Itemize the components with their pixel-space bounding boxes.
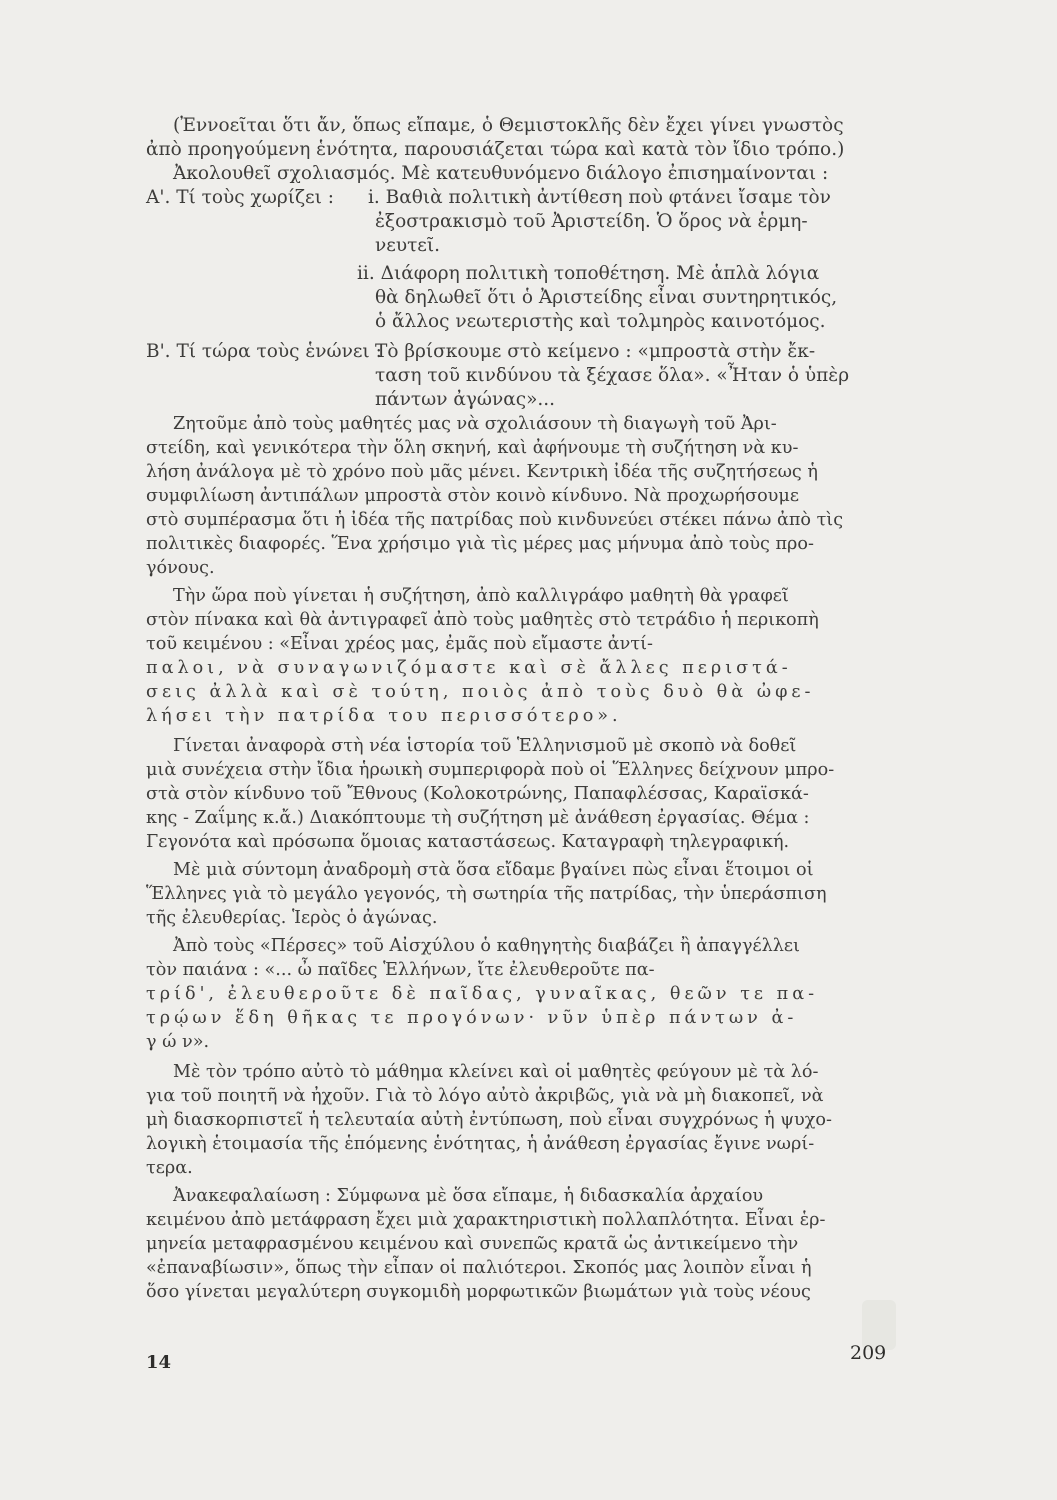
text-line-spaced: τρίδ', ἐλευθεροῦτε δὲ παῖδας, γυναῖκας, θεῶν τε πα-	[146, 984, 819, 1004]
text-line: τῆς ἐλευθερίας. Ἱερὸς ὁ ἀγώνας.	[146, 908, 438, 928]
text-line-spaced: τρῴων ἕδη θῆκας τε προγόνων· νῦν ὑπὲρ πάντων ἀ-	[146, 1008, 798, 1028]
page-number: 209	[850, 1342, 887, 1364]
outline-text-b: Τὸ βρίσκουμε στὸ κείμενο : «μπροστὰ στὴν ἔκ-	[375, 341, 816, 362]
text-line: γ ώ ν».	[146, 1032, 210, 1052]
text-line: ὅσο γίνεται μεγαλύτερη συγκομιδὴ μορφωτικῶν βιωμάτων γιὰ τοὺς νέους	[146, 1282, 811, 1302]
text-line: ἐξοστρακισμὸ τοῦ Ἀριστείδη. Ὁ ὅρος νὰ ἑρμη-	[375, 211, 808, 232]
text-line-spaced: λήσει τὴν πατρίδα του περισσότερο».	[146, 706, 622, 726]
printer-signature: 14	[146, 1352, 172, 1373]
text-line: τοῦ κειμένου : «Εἶναι χρέος μας, ἐμᾶς ποὺ εἴμαστε ἀντί-	[146, 634, 653, 654]
text-line: «ἐπαναβίωσιν», ὅπως τὴν εἶπαν οἱ παλιότεροι. Σκοπός μας λοιπὸν εἶναι ἡ	[146, 1258, 812, 1278]
text-line: νευτεῖ.	[375, 235, 441, 256]
text-line-spaced: σεις ἀλλὰ καὶ σὲ τούτη, ποιὸς ἀπὸ τοὺς δυὸ θὰ ὠφε-	[146, 682, 815, 702]
text-line: στὰ στὸν κίνδυνο τοῦ Ἔθνους (Κολοκοτρώνης, Παπαφλέσσας, Καραϊσκά-	[146, 784, 809, 804]
text-line: πάντων ἀγώνας»...	[375, 389, 556, 410]
text-line: συμφιλίωση ἀντιπάλων μπροστὰ στὸν κοινὸ κίνδυνο. Νὰ προχωρήσουμε	[146, 486, 799, 506]
text-line: Ἕλληνες γιὰ τὸ μεγάλο γεγονός, τὴ σωτηρία τῆς πατρίδας, τὴν ὑπεράσπιση	[146, 884, 827, 904]
text-line: πολιτικὲς διαφορές. Ἕνα χρήσιμο γιὰ τὶς μέρες μας μήνυμα ἀπὸ τοὺς προ-	[146, 534, 814, 554]
text-line: στὸ συμπέρασμα ὅτι ἡ ἰδέα τῆς πατρίδας ποὺ κινδυνεύει στέκει πάνω ἀπὸ τὶς	[146, 510, 844, 530]
outline-item-a-i: i. Βαθιὰ πολιτικὴ ἀντίθεση ποὺ φτάνει ἴσαμε τὸν	[368, 187, 831, 208]
text-line: Ἀκολουθεῖ σχολιασμός. Μὲ κατευθυνόμενο διάλογο ἐπισημαίνονται :	[173, 163, 829, 184]
text-line: Ζητοῦμε ἀπὸ τοὺς μαθητές μας νὰ σχολιάσουν τὴ διαγωγὴ τοῦ Ἀρι-	[173, 414, 777, 434]
text-line: (Ἐννοεῖται ὅτι ἄν, ὅπως εἴπαμε, ὁ Θεμιστοκλῆς δὲν ἔχει γίνει γνωστὸς	[173, 115, 844, 136]
text-line: λογικὴ ἑτοιμασία τῆς ἑπόμενης ἑνότητας, ἡ ἀνάθεση ἐργασίας ἔγινε νωρί-	[146, 1134, 815, 1154]
text-line: τερα.	[146, 1158, 193, 1178]
text-line: Γεγονότα καὶ πρόσωπα ὅμοιας καταστάσεως. Καταγραφὴ τηλεγραφική.	[146, 832, 790, 852]
text-line: στείδη, καὶ γενικότερα τὴν ὅλη σκηνή, καὶ ἀφήνουμε τὴ συζήτηση νὰ κυ-	[146, 438, 799, 458]
text-line: ταση τοῦ κινδύνου τὰ ξέχασε ὅλα». «Ἦταν ὁ ὑπὲρ	[375, 365, 850, 386]
text-line: στὸν πίνακα καὶ θὰ ἀντιγραφεῖ ἀπὸ τοὺς μαθητὲς στὸ τετράδιο ἡ περικοπὴ	[146, 610, 819, 630]
text-line: κης - Ζαΐμης κ.ἄ.) Διακόπτουμε τὴ συζήτηση μὲ ἀνάθεση ἐργασίας. Θέμα :	[146, 808, 810, 828]
text-line: τὸν παιάνα : «... ὦ παῖδες Ἑλλήνων, ἴτε ἐλευθεροῦτε πα-	[146, 960, 655, 980]
text-line: για τοῦ ποιητῆ νὰ ἠχοῦν. Γιὰ τὸ λόγο αὐτὸ ἀκριβῶς, γιὰ νὰ μὴ διακοπεῖ, νὰ	[146, 1086, 824, 1106]
text-line: γόνους.	[146, 558, 215, 578]
text-line: λήση ἀνάλογα μὲ τὸ χρόνο ποὺ μᾶς μένει. Κεντρικὴ ἰδέα τῆς συζητήσεως ἡ	[146, 462, 818, 482]
text-line: Ἀπὸ τοὺς «Πέρσες» τοῦ Αἰσχύλου ὁ καθηγητὴς διαβάζει ἢ ἀπαγγέλλει	[173, 936, 800, 956]
summary-heading-line: Ἀνακεφαλαίωση : Σύμφωνα μὲ ὅσα εἴπαμε, ἡ διδασκαλία ἀρχαίου	[173, 1186, 764, 1206]
text-line: κειμένου ἀπὸ μετάφραση ἔχει μιὰ χαρακτηριστικὴ πολλαπλότητα. Εἶναι ἑρ-	[146, 1210, 826, 1230]
outline-row-a	[146, 186, 853, 210]
text-line: μηνεία μεταφρασμένου κειμένου καὶ συνεπῶς κρατᾶ ὡς ἀντικείμενο τὴν	[146, 1234, 799, 1254]
outline-row-b	[146, 340, 853, 364]
outline-item-a-ii: ii. Διάφορη πολιτικὴ τοποθέτηση. Μὲ ἁπλὰ λόγια	[357, 263, 820, 284]
text-line: μιὰ συνέχεια στὴν ἴδια ἡρωικὴ συμπεριφορὰ ποὺ οἱ Ἕλληνες δείχνουν μπρο-	[146, 760, 835, 780]
text-line: μὴ διασκορπιστεῖ ἡ τελευταία αὐτὴ ἐντύπωση, ποὺ εἶναι συγχρόνως ἡ ψυχο-	[146, 1110, 832, 1130]
text-line: Τὴν ὥρα ποὺ γίνεται ἡ συζήτηση, ἀπὸ καλλιγράφο μαθητὴ θὰ γραφεῖ	[173, 586, 789, 606]
text-line: Μὲ μιὰ σύντομη ἀναδρομὴ στὰ ὅσα εἴδαμε βγαίνει πὼς εἶναι ἕτοιμοι οἱ	[173, 860, 814, 880]
text-line: Γίνεται ἀναφορὰ στὴ νέα ἱστορία τοῦ Ἑλληνισμοῦ μὲ σκοπὸ νὰ δοθεῖ	[173, 736, 797, 756]
text-line: Μὲ τὸν τρόπο αὐτὸ τὸ μάθημα κλείνει καὶ οἱ μαθητὲς φεύγουν μὲ τὰ λό-	[173, 1062, 819, 1082]
text-line: ὁ ἄλλος νεωτεριστὴς καὶ τολμηρὸς καινοτόμος.	[375, 311, 826, 332]
text-line: ἀπὸ προηγούμενη ἑνότητα, παρουσιάζεται τώρα καὶ κατὰ τὸν ἴδιο τρόπο.)	[146, 139, 845, 160]
outline-label-b: Β'. Τί τώρα τοὺς ἑνώνει :	[146, 341, 382, 362]
text-line: θὰ δηλωθεῖ ὅτι ὁ Ἀριστείδης εἶναι συντηρητικός,	[375, 287, 838, 308]
text-line-spaced: παλοι, νὰ συναγωνιζόμαστε καὶ σὲ ἄλλες περιστά-	[146, 658, 792, 678]
outline-label-a: Α'. Τί τοὺς χωρίζει :	[146, 187, 334, 208]
